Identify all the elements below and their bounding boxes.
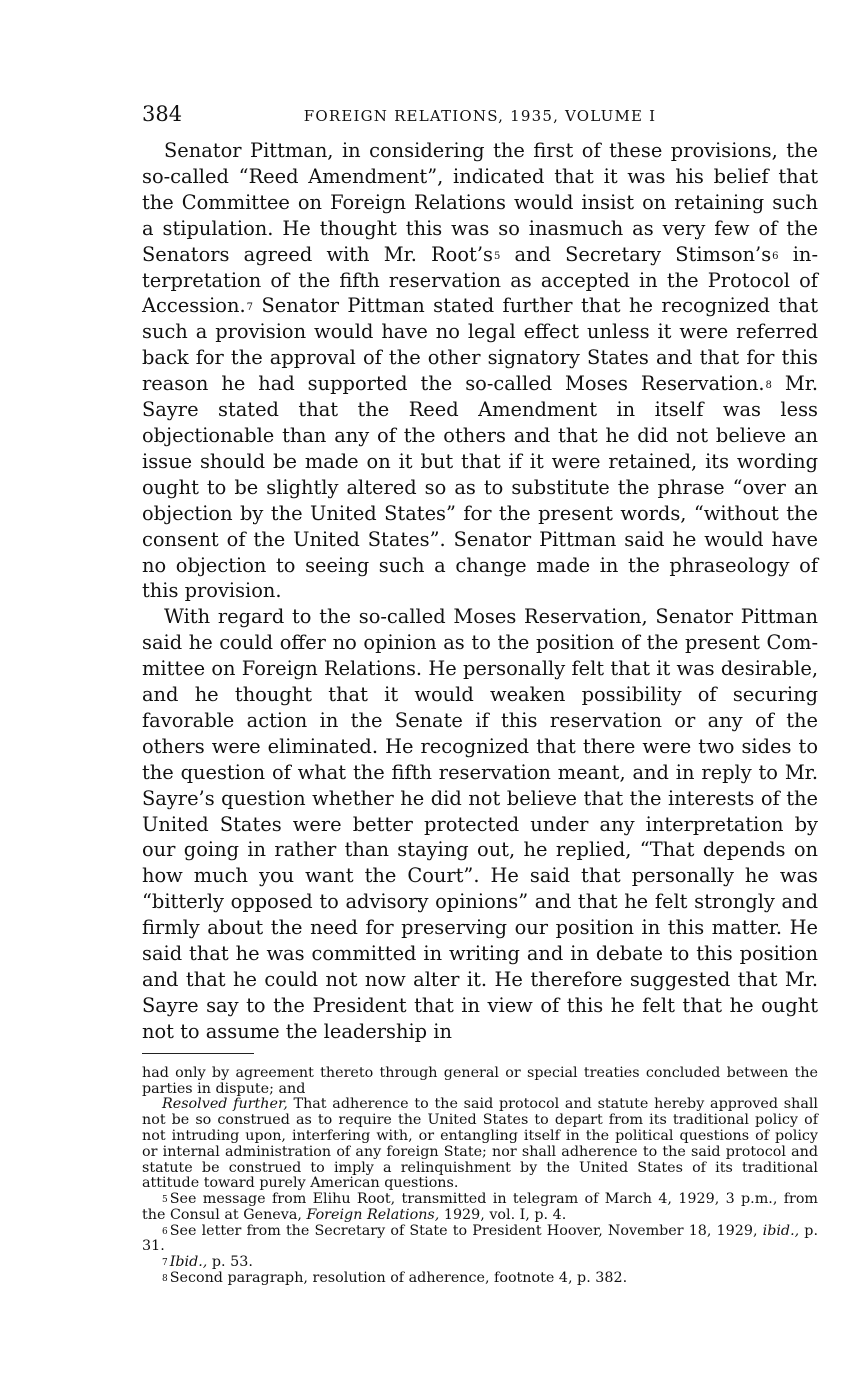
footnote-7: $^7$ Ibid., p. 53. (162, 1254, 253, 1271)
footnote-mark-5: 5 (162, 1195, 168, 1206)
footnote-mark-7: 7 (162, 1258, 168, 1269)
body-text (142, 138, 818, 1045)
footnote-ref-8[interactable]: 8 (765, 380, 772, 392)
running-title: FOREIGN RELATIONS, 1935, VOLUME I (303, 107, 657, 125)
footnote-divider (142, 1053, 254, 1054)
footnote-8: $^8$ Second paragraph, resolution of adherence, footnote 4, p. 382. (162, 1270, 628, 1287)
body-paragraph-1: Senator Pittman, in considering the first of these provisions, the so-called “Reed Amendment”, indicated that it was his belief that the Committee on Foreign Relations would insist on retaining such a stipulation. He thought this was so inasmuch as very few of the Senators agreed with Mr. Root’s$^5$ and Secretary Stimson’s$^6$ interpretation of the fifth reservation as accepted in the Protocol of Accession.$^7$ Senator Pittman stated further that he recognized that such a provision would have no legal effect unless it were referred back for the approval of the other signatory States and that for this reason he had supported the so-called Moses Reservation.$^8$ Mr. Sayre stated that the Reed Amendment in itself was less objectionable than any of the others and that he did not believe an issue should be made on it but that if it were retained, its wording ought to be slightly altered so as to substitute the phrase “over an objection by the United States” for the present words, “without the consent of the United States”. Senator Pittman said he would have no objection to seeing such a change made in the phraseology of this provision. (142, 139, 818, 603)
footnote-5: $^5$ See message from Elihu Root, transmitted in telegram of March 4, 1929, 3 p.m., from the Consul at Geneva, Foreign Relations, 1929, vol. I, p. 4. (142, 1191, 818, 1223)
footnote-mark-6: 6 (162, 1226, 168, 1237)
footnote-ref-6[interactable]: 6 (772, 250, 779, 262)
footnote-ref-5[interactable]: 5 (493, 250, 501, 262)
footnote-resolved: Resolved further, That adherence to the said protocol and statute hereby approved shall not be so construed as to require the United States to depart from its traditional policy of not intruding upon, interfering with, or entangling itself in the political questions of policy or internal administration of any foreign State; nor shall adherence to the said protocol and statute be construed to imply a relinquishment by the United States of its traditional attitude toward purely American questions. (142, 1096, 818, 1192)
footnote-mark-8: 8 (162, 1274, 168, 1285)
footnote-continuation: had only by agreement thereto through general or special treaties concluded between the parties in dispute; and (142, 1064, 818, 1097)
document-page (142, 98, 818, 1287)
footnote-ref-7[interactable]: 7 (246, 302, 254, 314)
footnotes (142, 1066, 818, 1287)
footnote-6: $^6$ See letter from the Secretary of State to President Hoover, November 18, 1929, ibid., p. 31. (142, 1222, 818, 1255)
running-head (142, 98, 818, 138)
body-paragraph-2: With regard to the so-called Moses Reservation, Senator Pittman said he could offer no opinion as to the position of the present Committee on Foreign Relations. He personally felt that it was desirable, and he thought that it would weaken possibility of securing favorable action in the Senate if this reservation or any of the others were eliminated. He recognized that there were two sides to the question of what the fifth reservation meant, and in reply to Mr. Sayre’s question whether he did not believe that the interests of the United States were better protected under any interpretation by our going in rather than staying out, he replied, “That depends on how much you want the Court”. He said that personally he was “bitterly opposed to advisory opinions” and that he felt strongly and firmly about the need for preserving our position in this matter. He said that he was committed in writing and in debate to this position and that he could not now alter it. He therefore suggested that Mr. Sayre say to the President that in view of this he felt that he ought not to assume the leadership in (142, 605, 818, 1043)
page-number: 384 (142, 102, 183, 126)
